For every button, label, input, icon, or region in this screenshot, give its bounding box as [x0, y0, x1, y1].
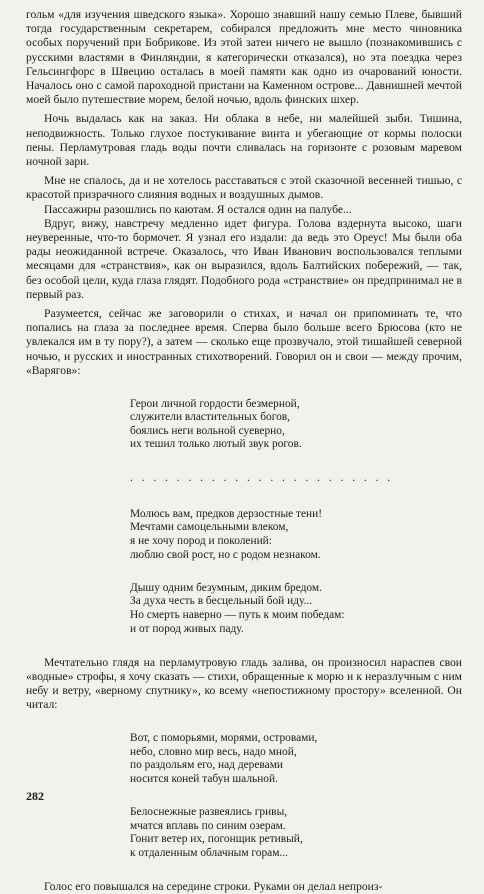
- paragraph: Мечтательно глядя на перламутровую гладь залива, он произносил нараспев свои «водные» строфы, я хочу сказать — стихи, обращенные к морю и к неразлучным с ним небу и ветру, «верному спутнику», ко всему «непостижному простору» вселенной. Он читал:: [26, 655, 462, 712]
- poem-sea: [130, 719, 462, 875]
- poem-stanza: Герои личной гордости безмерной, служители властительных богов, боялись неги вольной суеверно, их тешил только лютый звук рогов.: [130, 397, 302, 451]
- page-number: 282: [26, 788, 44, 803]
- paragraph: Мне не спалось, да и не хотелось расставаться с этой сказочной весенней тишью, с красотой призрачного слияния водных и воздушных дымов.: [26, 174, 462, 202]
- paragraph: Разумеется, сейчас же заговорили о стихах, и начал он припоминать те, что попались на глаза за последнее время. Сперва было больше всего Брюсова (кто не увлекался им в ту пору?), а затем — сколько еще прозвучало, этой тишайшей северной ночью, и русских и иностранных стихотворений. Говорил он и свои — между прочим, «Варягов»:: [26, 307, 462, 377]
- poem-stanza: Дышу одним безумным, диким бредом. За духа честь в бесцельный бой иду... Но смерть наверно — путь к моим победам: и от пород живых паду.: [130, 581, 345, 635]
- poem-stanza: Вот, с поморьями, морями, островами, небо, словно мир весь, надо мной, по раздольям его, над деревами носится коней табун шальной.: [130, 732, 318, 785]
- poem-stanza: Молюсь вам, предков дерзостные тени! Мечтами самоцельными влеком, я не хочу пород и поколений: люблю свой рост, но с родом незнаком.: [130, 507, 323, 561]
- paragraph: Вдруг, вижу, навстречу медленно идет фигура. Голова вздернута высоко, шаги неуверенные, что-то бормочет. Я узнал его издали: да ведь это Ореус! Мы были оба рады неожиданной встрече. Оказалось, что Иван Иванович воспользовался теплыми месяцами для «странствия», как он выразился, вдоль Балтийских побережий, — так, без особой цели, куда глаза глядят. Подобного рода «странствие» он предпринимал не в первый раз.: [26, 216, 462, 301]
- poem-stanza: Белоснежные развеялись гривы, мчатся вплавь по синим озерам. Гонит ветер их, погонщик ретивый, к отдаленным облачным горам...: [130, 806, 303, 859]
- paragraph: Пассажиры разошлись по каютам. Я остался один на палубе...: [44, 202, 352, 216]
- poem-varyagi: [130, 384, 462, 650]
- paragraph: гольм «для изучения шведского языка». Хорошо знавший нашу семью Плеве, бывший тогда государственным секретарем, собирался предложить мне место чиновника особых поручений при Бобрикове. Из этой затеи ничего не вышло (познакомившись с русскими властями в Финляндии, я категорически отказался), но эта поездка через Гельсингфорс в Швецию осталась в моей памяти как одно из очарований юности. Началось оно с самой пароходной пристани на Каменном острове... Давнишней мечтой моей было путешествие морем, белой ночью, вдоль финских шхер.: [26, 8, 462, 107]
- paragraph: Голос его повышался на середине строки. Руками он делал непроиз-: [44, 880, 383, 894]
- poem-ellipsis-line: . . . . . . . . . . . . . . . . . . . . . . .: [130, 471, 394, 484]
- paragraph: Ночь выдалась как на заказ. Ни облака в небе, ни малейшей зыби. Тишина, неподвижность. Только глухое постукивание винта и убегающие от кормы полоски пены. Перламутровая гладь воды почти сливалась на горизонте с розовым маревом ночной зари.: [26, 112, 462, 169]
